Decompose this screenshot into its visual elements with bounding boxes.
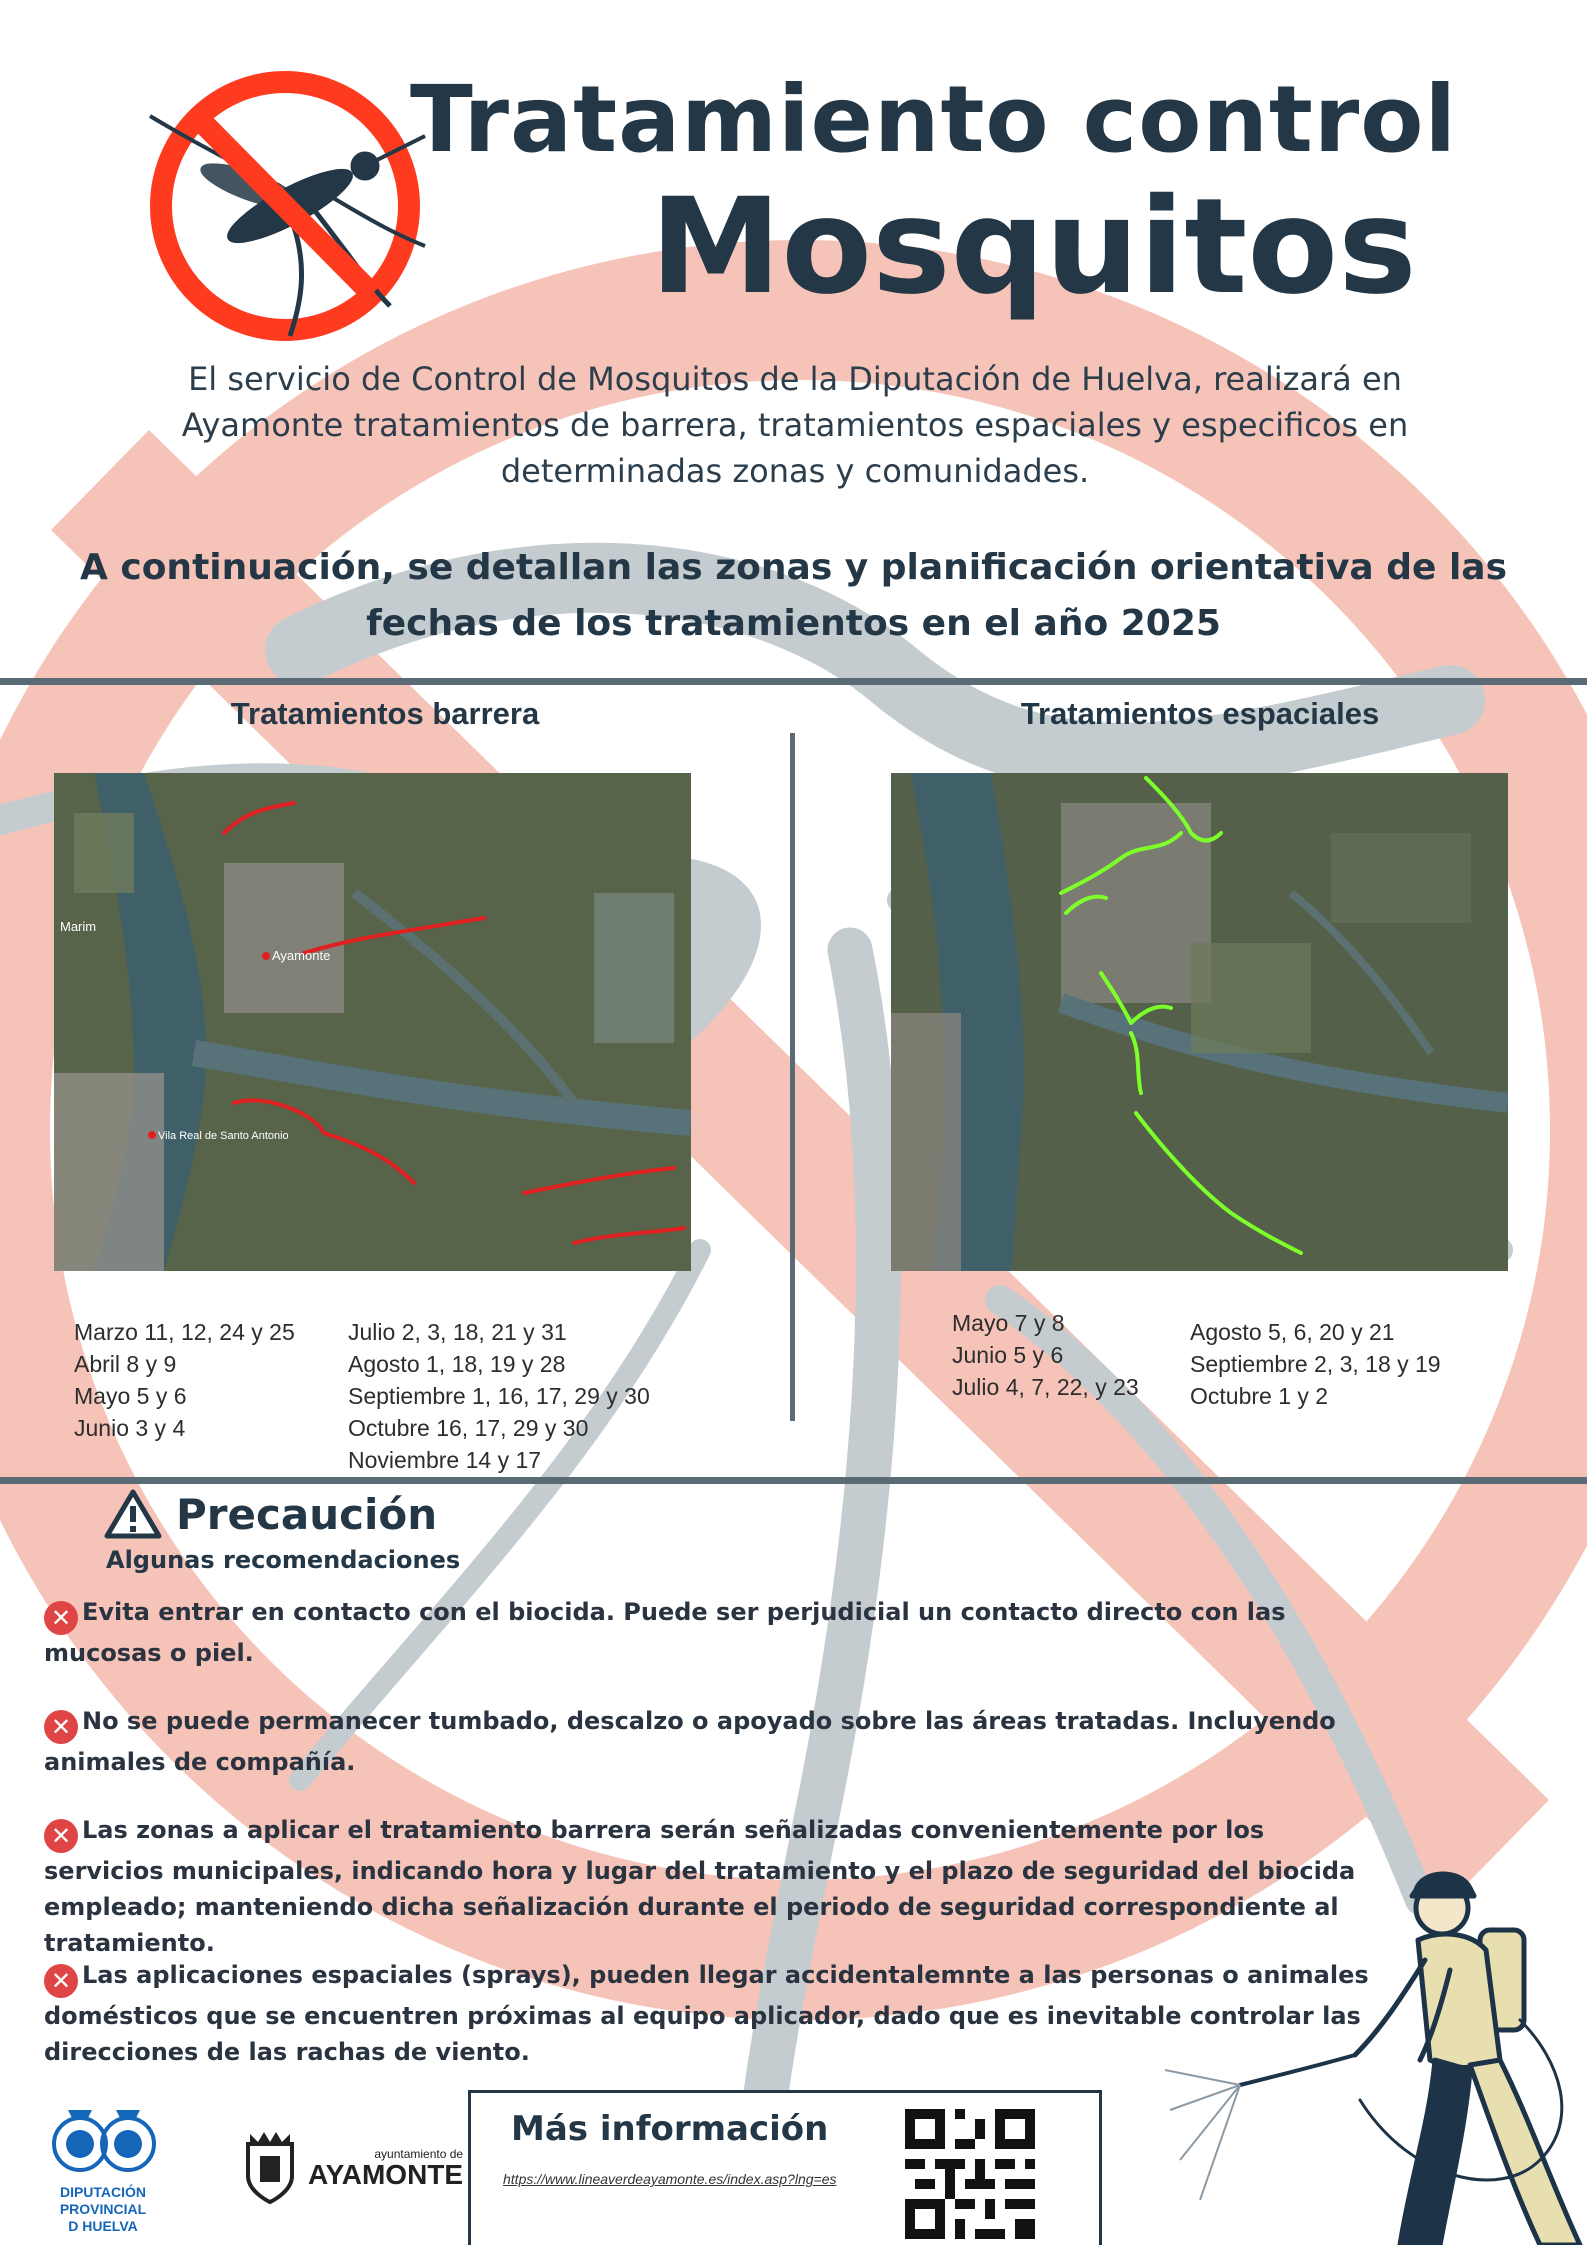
date-item: Mayo 7 y 8 [952,1310,1065,1336]
date-item: Junio 3 y 4 [74,1415,186,1441]
fumigator-illustration [1160,1860,1587,2245]
espaciales-dates-col2 [1190,1316,1441,1412]
date-item: Agosto 1, 18, 19 y 28 [348,1351,566,1377]
ayamonte-logo [240,2130,463,2206]
intro-paragraph: El servicio de Control de Mosquitos de la Diputación de Huelva, realizará en Ayamonte tratamientos de barrera, tratamientos espaciales y especificos en determinadas zonas y comunidades. [181,360,1409,490]
diputacion-name-line1: DIPUTACIÓN PROVINCIAL [59,2184,147,2217]
more-info-box [468,2090,1102,2245]
x-circle-icon: ✕ [44,1601,78,1635]
date-item: Junio 5 y 6 [952,1342,1064,1368]
map-label-ayamonte: Ayamonte [272,948,331,963]
diputacion-logo [28,2100,178,2235]
precaution-subtitle: Algunas recomendaciones [106,1546,461,1574]
barrera-dates-col1 [74,1316,295,1444]
top-divider [0,678,1587,685]
date-item: Noviembre 14 y 17 [348,1447,542,1473]
date-item: Septiembre 2, 3, 18 y 19 [1190,1351,1441,1377]
map-label-marim: Marim [60,919,97,934]
date-item: Mayo 5 y 6 [74,1383,187,1409]
ayto-small-label: ayuntamiento de [374,2147,464,2161]
column-divider [790,733,795,1421]
date-item: Agosto 5, 6, 20 y 21 [1190,1319,1395,1345]
recommendation-item [44,1703,1374,1780]
diputacion-crest-icon [48,2100,158,2180]
more-info-link[interactable]: https://www.lineaverdeayamonte.es/index.asp?lng=es [503,2171,837,2187]
recommendation-text: Las aplicaciones espaciales (sprays), pueden llegar accidentalemnte a las personas o animales domésticos que se encuentren próximas al equipo aplicador, dado que es inevitable controlar las direcciones de las rachas de viento. [44,1961,1369,2066]
date-item: Septiembre 1, 16, 17, 29 y 30 [348,1383,650,1409]
date-item: Julio 4, 7, 22, y 23 [952,1374,1139,1400]
x-circle-icon: ✕ [44,1710,78,1744]
planning-subheading: A continuación, se detallan las zonas y planificación orientativa de las fechas de los tratamientos en el año 2025 [79,547,1508,644]
barrera-dates-col2 [348,1316,650,1476]
date-item: Octubre 1 y 2 [1190,1383,1329,1409]
barrera-map [54,773,691,1271]
date-item: Marzo 11, 12, 24 y 25 [74,1319,295,1345]
espaciales-map [891,773,1508,1271]
recommendation-text: No se puede permanecer tumbado, descalzo o apoyado sobre las áreas tratadas. Incluyendo animales de compañía. [44,1707,1336,1776]
date-item: Julio 2, 3, 18, 21 y 31 [348,1319,567,1345]
recommendation-item [44,1594,1374,1671]
precaution-title: Precaución [176,1489,438,1539]
recommendation-text: Las zonas a aplicar el tratamiento barrera serán señalizadas convenientemente por los servicios municipales, indicando hora y lugar del tratamiento y el plazo de seguridad del biocida empleado; manteniendo dicha señalización durante el periodo de seguridad correspondiente al tratamiento. [44,1816,1356,1957]
x-circle-icon: ✕ [44,1819,78,1853]
title-line-1: Tratamiento control [410,66,1457,173]
map-label-vila-real: Vila Real de Santo Antonio [158,1130,289,1142]
date-item: Abril 8 y 9 [74,1351,177,1377]
ayto-name: AYAMONTE [308,2159,464,2190]
bottom-divider [0,1477,1587,1484]
precaution-header [104,1488,437,1540]
barrera-heading: Tratamientos barrera [230,696,540,731]
date-item: Octubre 16, 17, 29 y 30 [348,1415,589,1441]
title-line-2: Mosquitos [650,170,1417,324]
more-info-title: Más información [511,2109,829,2149]
diputacion-name-line2: D HUELVA [68,2218,138,2234]
x-circle-icon: ✕ [44,1964,78,1998]
ayamonte-crest-icon [240,2130,300,2206]
espaciales-dates-col1 [952,1307,1139,1403]
espaciales-heading: Tratamientos espaciales [1020,696,1380,731]
recommendation-text: Evita entrar en contacto con el biocida. Puede ser perjudicial un contacto directo con las mucosas o piel. [44,1598,1286,1667]
qr-code-icon [905,2109,1035,2239]
no-mosquito-icon [140,66,430,346]
warning-triangle-icon [104,1488,162,1540]
